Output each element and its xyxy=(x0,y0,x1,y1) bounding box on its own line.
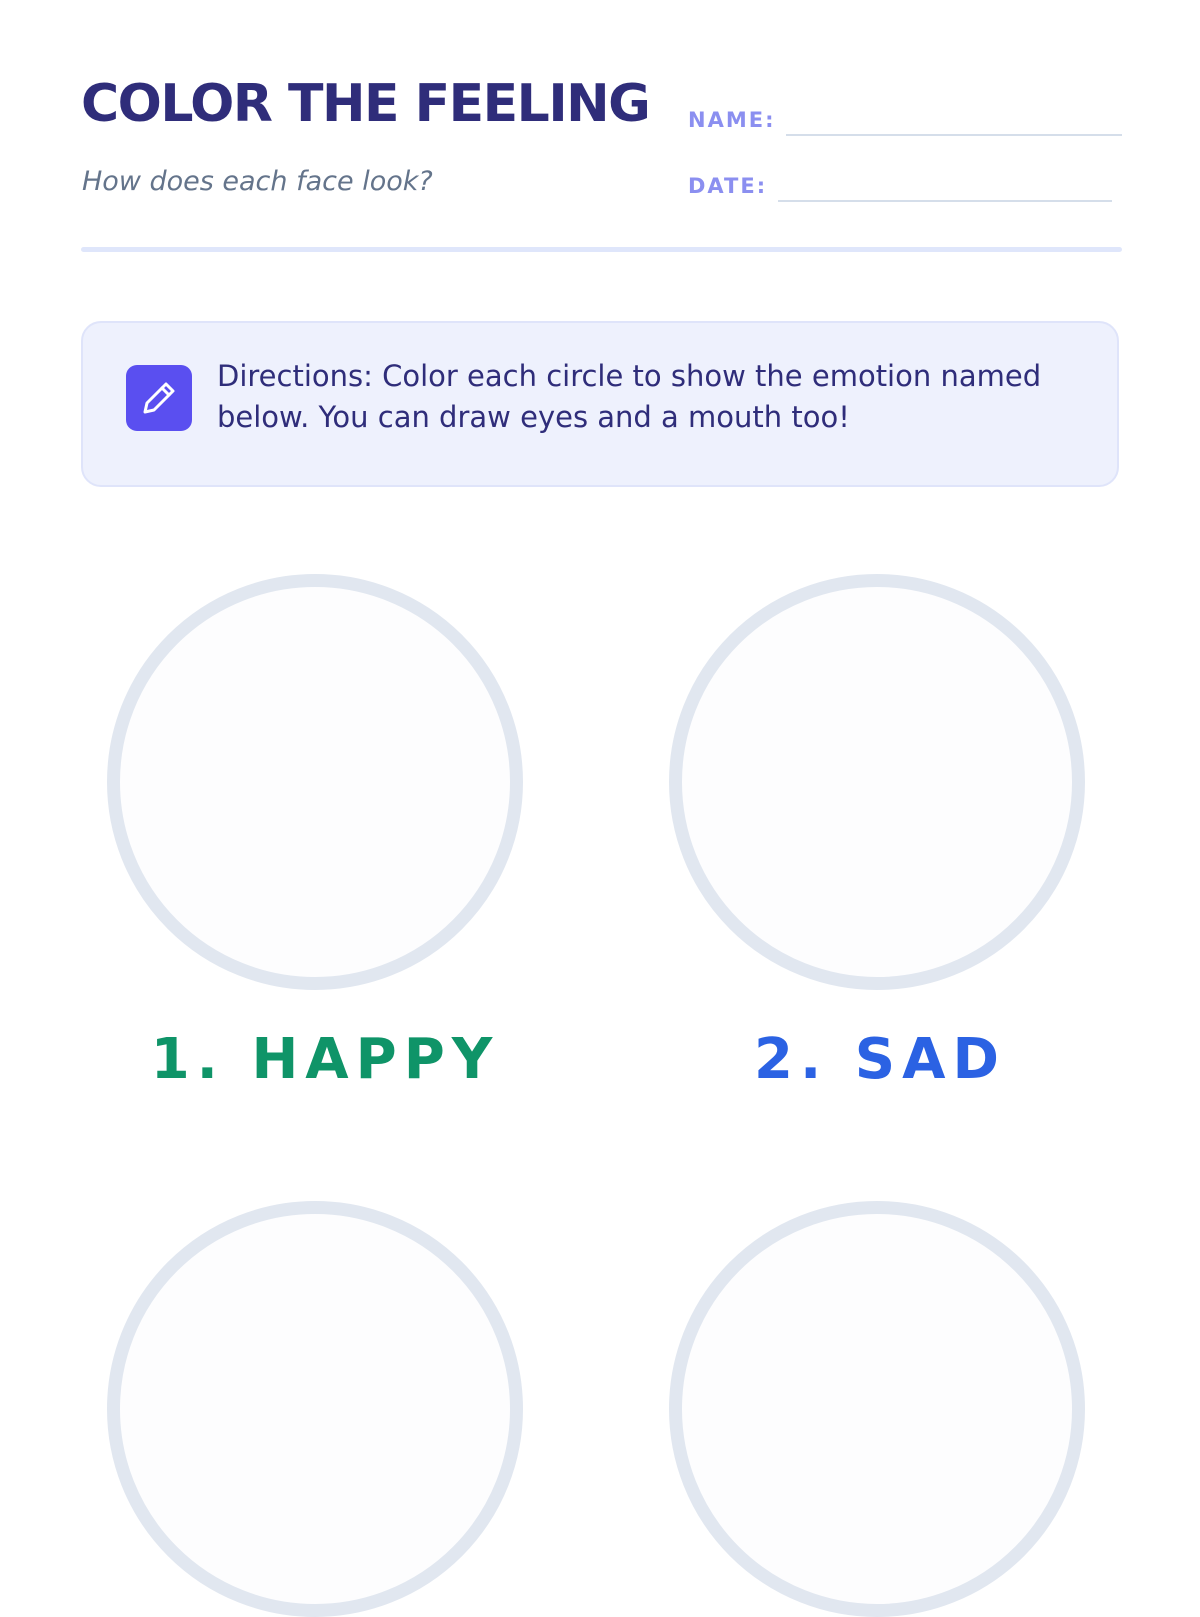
pencil-icon xyxy=(126,365,192,431)
happy-coloring-circle[interactable] xyxy=(107,574,523,990)
happy-label: 1. HAPPY xyxy=(150,1027,500,1092)
directions-box xyxy=(81,321,1119,487)
page-title: COLOR THE FEELING xyxy=(81,74,650,134)
sad-coloring-circle[interactable] xyxy=(669,574,1085,990)
name-label: NAME: xyxy=(688,108,776,132)
page-subtitle: How does each face look? xyxy=(82,166,433,197)
header-divider xyxy=(81,247,1122,252)
sad-label: 2. SAD xyxy=(754,1027,1006,1092)
directions-text: Directions: Color each circle to show the emotion named below. You can draw eyes and a mouth too! xyxy=(217,359,1042,434)
name-field-line[interactable] xyxy=(786,134,1122,136)
date-field-line[interactable] xyxy=(778,200,1112,202)
coloring-circle-3[interactable] xyxy=(107,1201,523,1617)
coloring-circle-4[interactable] xyxy=(669,1201,1085,1617)
date-label: DATE: xyxy=(688,174,768,198)
